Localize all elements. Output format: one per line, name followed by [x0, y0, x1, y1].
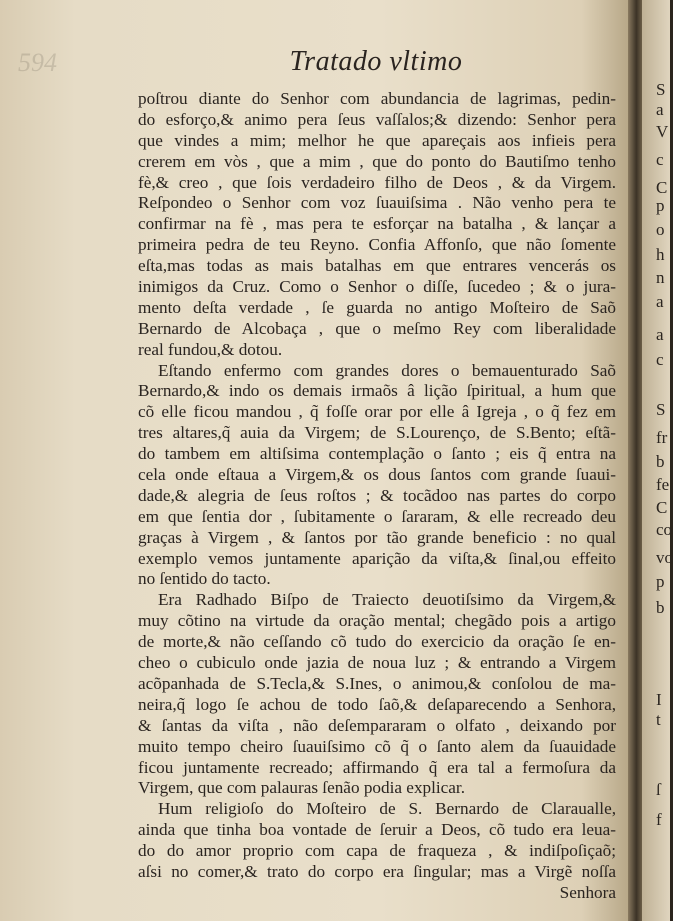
facing-page-letter: f [656, 810, 662, 829]
text-line: cela onde eſtaua a Virgem,& os dous ſantos com grande ſuaui- [138, 465, 616, 485]
text-line: em que ſentia dor , ſubitamente o ſararam, & elle recreado deu [138, 506, 616, 526]
facing-page-letter: S [656, 80, 666, 99]
text-line: eſta,mas todas as mais batalhas em que entrares vencerás os [138, 256, 616, 276]
text-line: acõpanhada de S.Tecla,& S.Ines, o animou,& conſolou de ma- [138, 673, 616, 693]
text-line: mento deſta verdade , ſe guarda no antigo Moſteiro de Saõ [138, 297, 616, 317]
text-line: Senhora [559, 882, 616, 902]
facing-page-letter: p [656, 196, 665, 215]
text-line: ainda que tinha boa vontade de ſeruir a Deos, cõ tudo era leua- [138, 820, 616, 840]
text-line: Era Radhado Biſpo de Traiecto deuotiſsimo da Virgem,& [158, 590, 616, 610]
text-line: primeira pedra de teu Reyno. Confia Affonſo, que não ſomente [138, 235, 616, 255]
text-line: inimigos da Cruz. Como o Senhor o diſſe, ſucedeo ; & o jura- [138, 277, 616, 297]
bleed-through-page-number: 594 [18, 48, 57, 77]
body-text [138, 89, 616, 904]
facing-page-letter: I [656, 690, 662, 709]
text-line: ficou juntamente recreado; affirmando q̃ era tal a fermoſura da [138, 757, 616, 777]
text-line: neira,q̃ logo ſe achou de todo ſaõ,& deſaparecendo a Senhora, [138, 694, 616, 714]
facing-page-letter: C [656, 178, 668, 197]
facing-page-letter: c [656, 150, 664, 169]
text-line: do do amor proprio com capa de fraqueza , & indiſpoſiçaõ; [138, 841, 616, 861]
facing-page-letter: a [656, 292, 664, 311]
facing-page-letter: ſ [656, 780, 661, 799]
text-line: crerem em vòs , que a mim , que do ponto do Bautiſmo tenho [138, 151, 616, 171]
text-line: real fundou,& dotou. [138, 339, 283, 359]
facing-page-letter: fe [656, 475, 670, 494]
facing-page-letter: S [656, 400, 666, 419]
text-line: exemplo vemos juntamente aparição da viſta,& ſinal,ou effeito [138, 548, 616, 568]
facing-page-letter: t [656, 710, 661, 729]
text-line: Eſtando enfermo com grandes dores o bemauenturado Saõ [158, 360, 616, 380]
text-line: Reſpondeo o Senhor com voz ſuauiſsima . Não venho pera te [138, 193, 616, 213]
text-line: muito tempo cheiro ſuauiſsimo cõ q̃ o ſanto alem da ſuauidade [138, 736, 616, 756]
running-head: Tratado vltimo [289, 46, 463, 77]
text-line: que vindes a mim; melhor he que apareçais aos infieis pera [138, 130, 616, 150]
text-line: tres altares,q̃ auia da Virgem; de S.Lourenço, de S.Bento; eſtã- [138, 423, 616, 443]
facing-page-edge [642, 0, 673, 921]
text-line: poſtrou diante do Senhor com abundancia de lagrimas, pedin- [138, 89, 616, 108]
facing-page-letter: C [656, 498, 668, 517]
text-line: no ſentido do tacto. [138, 569, 271, 589]
facing-page-letter: co [656, 520, 673, 539]
text-line: de morte,& não ceſſando cõ tudo do exercicio da oração ſe en- [138, 632, 616, 652]
text-line: dade,& alegria de ſeus roſtos ; & tocãdoo nas partes do corpo [138, 485, 616, 505]
facing-page-letter: a [656, 100, 664, 119]
facing-page-letter: p [656, 572, 665, 591]
facing-page-letter: n [656, 268, 665, 287]
facing-page-letter: b [656, 452, 665, 471]
text-line: muy cõtino na virtude da oração mental; chegãdo pois a artigo [138, 611, 616, 631]
text-line: Virgem, que com palauras ſenão podia explicar. [138, 778, 466, 798]
facing-page-letter: vo [656, 548, 673, 567]
text-line: aſsi no comer,& trato do corpo era ſingular; mas a Virgẽ noſſa [138, 861, 616, 881]
text-line: & ſantas da viſta , não deſempararam o olfato , deixando por [138, 715, 616, 735]
facing-page-letter: a [656, 325, 664, 344]
book-gutter [628, 0, 642, 921]
facing-page-letter: V [656, 122, 669, 141]
facing-page-letter: fr [656, 428, 668, 447]
facing-page-letter: c [656, 350, 664, 369]
text-line: do esforço,& animo pera ſeus vaſſalos;& dizendo: Senhor pera [138, 109, 616, 129]
facing-page-letter: b [656, 598, 665, 617]
text-line: Hum religioſo do Moſteiro de S. Bernardo de Claraualle, [158, 799, 616, 819]
text-line: graças à Virgem , & ſantos por tão grande beneficio : no qual [138, 527, 616, 547]
text-line: Bernardo,& indo os demais irmaõs â lição ſpiritual, a hum que [138, 381, 616, 401]
facing-page-letter: h [656, 245, 665, 264]
text-line: cõ elle ficou mandou , q̃ foſſe orar por elle â Igreja , o q̃ fez em [138, 402, 616, 422]
text-line: fè,& creo , que ſois verdadeiro filho de Deos , & da Virgem. [138, 172, 616, 192]
facing-page-letter: o [656, 220, 665, 239]
text-line: Bernardo de Alcobaça , que o meſmo Rey com liberalidade [138, 318, 616, 338]
text-line: confirmar na fè , mas pera te esforçar na batalha , & lançar a [138, 214, 616, 234]
text-line: do tambem em altiſsima contemplação o ſanto ; eis q̃ entra na [138, 444, 616, 464]
text-line: cheo o cubiculo onde jazia de noua luz ; & entrando a Virgem [138, 653, 616, 673]
